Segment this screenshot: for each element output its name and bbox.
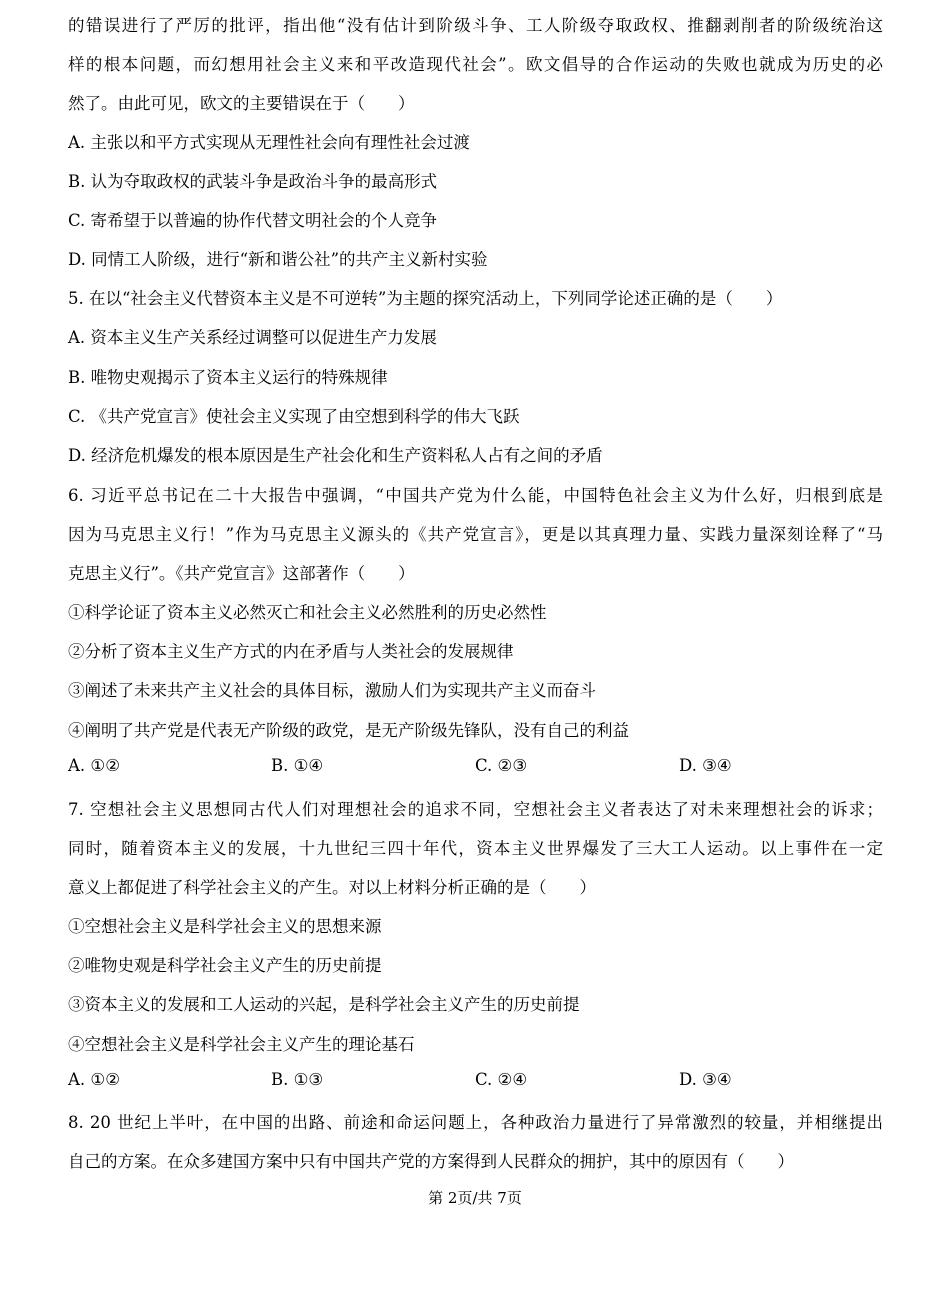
q6-choices (68, 756, 883, 778)
q7-statement-1: ①空想社会主义是科学社会主义的思想来源 (68, 917, 382, 936)
q7-stem-line-1: 7. 空想社会主义思想同古代人们对理想社会的追求不同，空想社会主义者表达了对未来理想社会的诉求； (68, 800, 883, 819)
q4-option-a: A. 主张以和平方式实现从无理性社会向有理性社会过渡 (68, 133, 470, 152)
q5-option-c: C. 《共产党宣言》使社会主义实现了由空想到科学的伟大飞跃 (68, 407, 520, 426)
q7-statement-3: ③资本主义的发展和工人运动的兴起，是科学社会主义产生的历史前提 (68, 995, 580, 1014)
q7-choice-c: C. ②④ (475, 1070, 528, 1089)
q7-stem-line-3: 意义上都促进了科学社会主义的产生。对以上材料分析正确的是（ ） (68, 878, 596, 897)
page-number: 第 2页/共 7页 (428, 1189, 522, 1207)
q4-option-c: C. 寄希望于以普遍的协作代替文明社会的个人竞争 (68, 211, 438, 230)
q6-choice-a: A. ①② (68, 756, 120, 775)
q6-stem-line-3: 克思主义行”。《共产党宣言》这部著作（ ） (68, 564, 415, 583)
q4-stem-line-2: 样的根本问题，而幻想用社会主义来和平改造现代社会”。欧文倡导的合作运动的失败也就成为历史的必 (68, 55, 883, 74)
q6-choice-d: D. ③④ (679, 756, 732, 775)
q8-stem-line-2: 自己的方案。在众多建国方案中只有中国共产党的方案得到人民群众的拥护，其中的原因有（ ） (68, 1152, 794, 1171)
q7-statement-4: ④空想社会主义是科学社会主义产生的理论基石 (68, 1035, 415, 1054)
q7-choice-b: B. ①③ (271, 1070, 324, 1089)
q6-statement-4: ④阐明了共产党是代表无产阶级的政党，是无产阶级先锋队，没有自己的利益 (68, 721, 629, 740)
q6-stem-line-1: 6. 习近平总书记在二十大报告中强调，“中国共产党为什么能，中国特色社会主义为什么好，归根到底是 (68, 486, 883, 505)
q6-statement-2: ②分析了资本主义生产方式的内在矛盾与人类社会的发展规律 (68, 642, 514, 661)
q8-stem-line-1: 8. 20 世纪上半叶，在中国的出路、前途和命运问题上，各种政治力量进行了异常激烈的较量，并相继提出 (68, 1113, 883, 1132)
q7-choice-d: D. ③④ (679, 1070, 732, 1089)
q4-stem-line-3: 然了。由此可见，欧文的主要错误在于（ ） (68, 94, 415, 113)
q5-stem: 5. 在以“社会主义代替资本主义是不可逆转”为主题的探究活动上，下列同学论述正确的是（ ） (68, 289, 783, 308)
q7-choices (68, 1070, 883, 1092)
q4-option-d: D. 同情工人阶级，进行“新和谐公社”的共产主义新村实验 (68, 250, 488, 269)
q5-option-b: B. 唯物史观揭示了资本主义运行的特殊规律 (68, 368, 388, 387)
q5-option-d: D. 经济危机爆发的根本原因是生产社会化和生产资料私人占有之间的矛盾 (68, 446, 603, 465)
q7-statement-2: ②唯物史观是科学社会主义产生的历史前提 (68, 956, 382, 975)
q4-stem-line-1: 的错误进行了严厉的批评，指出他“没有估计到阶级斗争、工人阶级夺取政权、推翻剥削者的阶级统治这 (68, 16, 883, 35)
q6-statement-1: ①科学论证了资本主义必然灭亡和社会主义必然胜利的历史必然性 (68, 603, 547, 622)
q6-statement-3: ③阐述了未来共产主义社会的具体目标，激励人们为实现共产主义而奋斗 (68, 681, 596, 700)
q6-stem-line-2: 因为马克思主义行！”作为马克思主义源头的《共产党宣言》，更是以其真理力量、实践力量深刻诠释了“马 (68, 525, 883, 544)
q6-choice-b: B. ①④ (271, 756, 324, 775)
q4-option-b: B. 认为夺取政权的武装斗争是政治斗争的最高形式 (68, 172, 438, 191)
q6-choice-c: C. ②③ (475, 756, 528, 775)
q7-stem-line-2: 同时，随着资本主义的发展，十九世纪三四十年代，资本主义世界爆发了三大工人运动。以上事件在一定 (68, 839, 883, 858)
q7-choice-a: A. ①② (68, 1070, 120, 1089)
q5-option-a: A. 资本主义生产关系经过调整可以促进生产力发展 (68, 328, 437, 347)
